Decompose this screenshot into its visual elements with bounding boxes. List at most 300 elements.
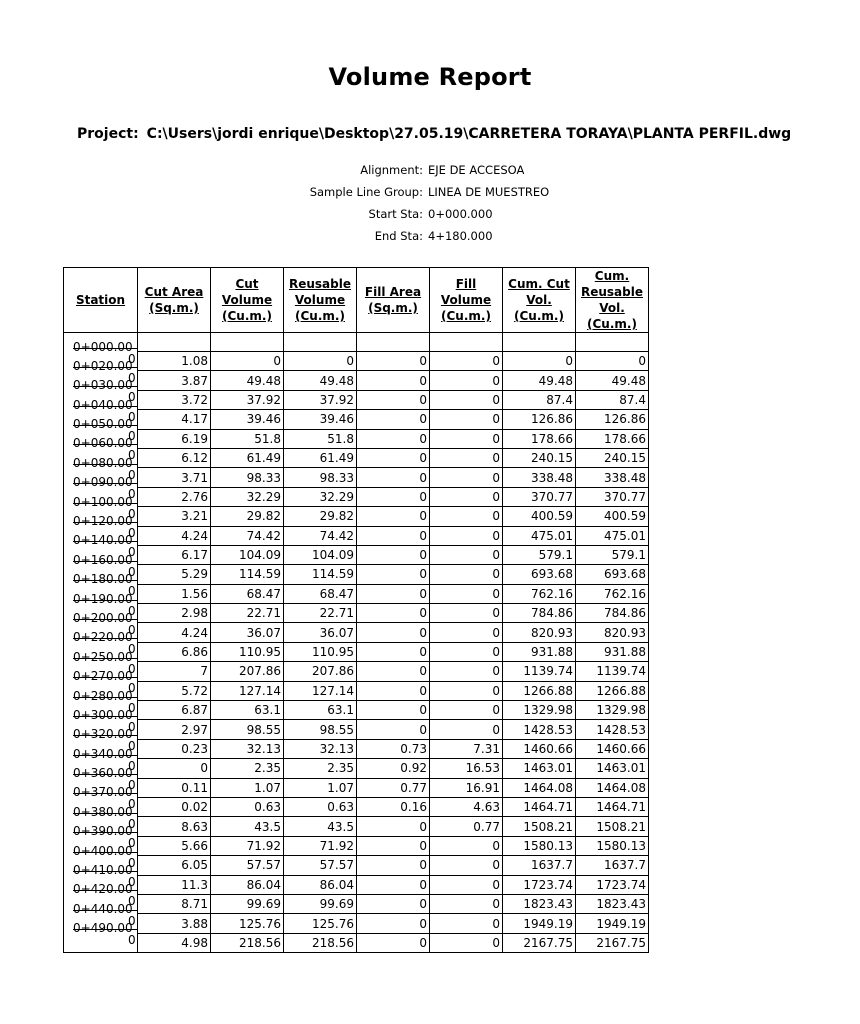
station-label: 0+390.00 bbox=[73, 824, 133, 839]
cut-area-cell: 0.02 bbox=[138, 797, 211, 816]
fill-area-cell: 0 bbox=[357, 662, 430, 681]
table-row bbox=[64, 565, 649, 584]
cut-volume-cell: 125.76 bbox=[211, 914, 284, 933]
fill-area-cell: 0 bbox=[357, 352, 430, 371]
cut-area-cell: 3.72 bbox=[138, 390, 211, 409]
cum-cut-vol-cell: 0 bbox=[503, 352, 576, 371]
report-title: Volume Report bbox=[328, 63, 532, 91]
alignment-label: Alignment: bbox=[360, 163, 423, 177]
cut-area-cell: 1.56 bbox=[138, 584, 211, 603]
station-label: 0+360.00 bbox=[73, 766, 133, 781]
cut-area-cell: 3.21 bbox=[138, 507, 211, 526]
fill-area-cell: 0 bbox=[357, 429, 430, 448]
table-spacer-row bbox=[64, 333, 649, 352]
sample-line-group-value: LINEA DE MUESTREO bbox=[428, 185, 550, 199]
station-suffix: 0 bbox=[128, 622, 136, 637]
cut-volume-cell: 39.46 bbox=[211, 410, 284, 429]
cum-cut-vol-cell: 1329.98 bbox=[503, 701, 576, 720]
table-row bbox=[64, 545, 649, 564]
cum-cut-vol-cell: 240.15 bbox=[503, 448, 576, 467]
cut-volume-cell: 68.47 bbox=[211, 584, 284, 603]
cut-volume-cell: 61.49 bbox=[211, 448, 284, 467]
station-label: 0+020.00 bbox=[73, 358, 133, 373]
fill-volume-cell: 0 bbox=[430, 584, 503, 603]
cut-volume-cell: 49.48 bbox=[211, 371, 284, 390]
reusable-volume-cell: 32.13 bbox=[284, 739, 357, 758]
table-row bbox=[64, 817, 649, 836]
cum-reusable-vol-cell: 1637.7 bbox=[576, 856, 649, 875]
fill-area-cell: 0 bbox=[357, 720, 430, 739]
station-suffix: 0 bbox=[128, 816, 136, 831]
cut-volume-cell: 32.13 bbox=[211, 739, 284, 758]
cum-cut-vol-cell: 1460.66 bbox=[503, 739, 576, 758]
cut-volume-cell: 98.55 bbox=[211, 720, 284, 739]
cum-reusable-vol-cell: 2167.75 bbox=[576, 933, 649, 952]
sample-line-group-row bbox=[0, 185, 768, 201]
cut-area-cell: 6.05 bbox=[138, 856, 211, 875]
station-suffix: 0 bbox=[128, 875, 136, 890]
cum-reusable-vol-cell: 762.16 bbox=[576, 584, 649, 603]
reusable-volume-cell: 43.5 bbox=[284, 817, 357, 836]
fill-volume-cell: 0 bbox=[430, 371, 503, 390]
cut-area-cell: 5.66 bbox=[138, 836, 211, 855]
fill-volume-cell: 0 bbox=[430, 623, 503, 642]
cut-area-cell: 6.12 bbox=[138, 448, 211, 467]
cut-volume-cell: 57.57 bbox=[211, 856, 284, 875]
cut-area-cell: 6.19 bbox=[138, 429, 211, 448]
table-row bbox=[64, 352, 649, 371]
station-suffix: 0 bbox=[128, 661, 136, 676]
station-suffix: 0 bbox=[128, 603, 136, 618]
table-row bbox=[64, 507, 649, 526]
station-suffix: 0 bbox=[128, 739, 136, 754]
fill-area-cell: 0 bbox=[357, 371, 430, 390]
station-label: 0+490.00 bbox=[73, 921, 133, 936]
station-suffix: 0 bbox=[128, 526, 136, 541]
header-station: Station bbox=[64, 268, 138, 333]
fill-volume-cell: 0 bbox=[430, 545, 503, 564]
station-suffix: 0 bbox=[128, 409, 136, 424]
fill-area-cell: 0.73 bbox=[357, 739, 430, 758]
table-row bbox=[64, 797, 649, 816]
cut-volume-cell: 207.86 bbox=[211, 662, 284, 681]
station-suffix: 0 bbox=[128, 487, 136, 502]
cum-reusable-vol-cell: 579.1 bbox=[576, 545, 649, 564]
cum-cut-vol-cell: 1464.08 bbox=[503, 778, 576, 797]
station-label: 0+040.00 bbox=[73, 397, 133, 412]
cum-cut-vol-cell: 1508.21 bbox=[503, 817, 576, 836]
cut-volume-cell: 29.82 bbox=[211, 507, 284, 526]
alignment-value: EJE DE ACCESOA bbox=[428, 163, 525, 177]
station-label: 0+180.00 bbox=[73, 572, 133, 587]
end-station-row bbox=[0, 229, 768, 245]
station-label: 0+080.00 bbox=[73, 455, 133, 470]
cut-volume-cell: 37.92 bbox=[211, 390, 284, 409]
cut-volume-cell: 127.14 bbox=[211, 681, 284, 700]
fill-area-cell: 0 bbox=[357, 875, 430, 894]
sample-line-group-label: Sample Line Group: bbox=[309, 185, 423, 199]
fill-area-cell: 0 bbox=[357, 933, 430, 952]
fill-area-cell: 0 bbox=[357, 836, 430, 855]
cum-cut-vol-cell: 370.77 bbox=[503, 487, 576, 506]
station-label: 0+280.00 bbox=[73, 688, 133, 703]
cum-reusable-vol-cell: 475.01 bbox=[576, 526, 649, 545]
reusable-volume-cell: 0 bbox=[284, 352, 357, 371]
header-fill-area: Fill Area (Sq.m.) bbox=[357, 268, 430, 333]
reusable-volume-cell: 1.07 bbox=[284, 778, 357, 797]
fill-area-cell: 0 bbox=[357, 701, 430, 720]
station-cell bbox=[64, 921, 138, 952]
table-row bbox=[64, 720, 649, 739]
cut-volume-cell: 0.63 bbox=[211, 797, 284, 816]
station-label: 0+220.00 bbox=[73, 630, 133, 645]
reusable-volume-cell: 125.76 bbox=[284, 914, 357, 933]
station-label: 0+440.00 bbox=[73, 901, 133, 916]
cut-area-cell: 4.98 bbox=[138, 933, 211, 952]
table-row bbox=[64, 390, 649, 409]
cut-volume-cell: 51.8 bbox=[211, 429, 284, 448]
cum-cut-vol-cell: 1139.74 bbox=[503, 662, 576, 681]
cut-volume-cell: 1.07 bbox=[211, 778, 284, 797]
station-suffix: 0 bbox=[128, 681, 136, 696]
cut-volume-cell: 86.04 bbox=[211, 875, 284, 894]
end-station-label: End Sta: bbox=[374, 229, 423, 243]
cut-area-cell: 0 bbox=[138, 759, 211, 778]
table-row bbox=[64, 739, 649, 758]
cut-area-cell: 8.63 bbox=[138, 817, 211, 836]
reusable-volume-cell: 29.82 bbox=[284, 507, 357, 526]
cut-volume-cell: 71.92 bbox=[211, 836, 284, 855]
cut-area-cell: 5.29 bbox=[138, 565, 211, 584]
fill-volume-cell: 16.53 bbox=[430, 759, 503, 778]
station-label: 0+140.00 bbox=[73, 533, 133, 548]
cum-cut-vol-cell: 475.01 bbox=[503, 526, 576, 545]
fill-area-cell: 0 bbox=[357, 507, 430, 526]
project-path: C:\Users\jordi enrique\Desktop\27.05.19\CARRETERA TORAYA\PLANTA PERFIL.dwg bbox=[146, 126, 792, 142]
reusable-volume-cell: 2.35 bbox=[284, 759, 357, 778]
cum-reusable-vol-cell: 126.86 bbox=[576, 410, 649, 429]
cut-area-cell: 3.87 bbox=[138, 371, 211, 390]
station-suffix: 0 bbox=[128, 797, 136, 812]
fill-volume-cell: 0 bbox=[430, 507, 503, 526]
fill-area-cell: 0 bbox=[357, 856, 430, 875]
station-label: 0+410.00 bbox=[73, 863, 133, 878]
fill-area-cell: 0 bbox=[357, 545, 430, 564]
cum-reusable-vol-cell: 338.48 bbox=[576, 468, 649, 487]
table-row bbox=[64, 604, 649, 623]
cum-cut-vol-cell: 1949.19 bbox=[503, 914, 576, 933]
cum-reusable-vol-cell: 1464.08 bbox=[576, 778, 649, 797]
station-label: 0+380.00 bbox=[73, 804, 133, 819]
station-suffix: 0 bbox=[128, 933, 136, 948]
table-row bbox=[64, 759, 649, 778]
fill-volume-cell: 0 bbox=[430, 875, 503, 894]
header-cut-volume: Cut Volume (Cu.m.) bbox=[211, 268, 284, 333]
station-suffix: 0 bbox=[128, 448, 136, 463]
cut-area-cell: 2.97 bbox=[138, 720, 211, 739]
table-row bbox=[64, 429, 649, 448]
cum-cut-vol-cell: 338.48 bbox=[503, 468, 576, 487]
cum-reusable-vol-cell: 49.48 bbox=[576, 371, 649, 390]
cut-area-cell: 4.24 bbox=[138, 526, 211, 545]
cut-volume-cell: 98.33 bbox=[211, 468, 284, 487]
fill-volume-cell: 0 bbox=[430, 701, 503, 720]
cum-cut-vol-cell: 762.16 bbox=[503, 584, 576, 603]
fill-area-cell: 0 bbox=[357, 487, 430, 506]
start-station-row bbox=[0, 207, 768, 223]
station-suffix: 0 bbox=[128, 642, 136, 657]
cut-area-cell: 6.86 bbox=[138, 642, 211, 661]
station-label: 0+120.00 bbox=[73, 514, 133, 529]
table-row bbox=[64, 487, 649, 506]
reusable-volume-cell: 32.29 bbox=[284, 487, 357, 506]
fill-volume-cell: 0 bbox=[430, 410, 503, 429]
reusable-volume-cell: 127.14 bbox=[284, 681, 357, 700]
fill-area-cell: 0 bbox=[357, 642, 430, 661]
fill-volume-cell: 0 bbox=[430, 933, 503, 952]
fill-area-cell: 0.92 bbox=[357, 759, 430, 778]
station-label: 0+050.00 bbox=[73, 417, 133, 432]
reusable-volume-cell: 49.48 bbox=[284, 371, 357, 390]
station-suffix: 0 bbox=[128, 758, 136, 773]
reusable-volume-cell: 71.92 bbox=[284, 836, 357, 855]
reusable-volume-cell: 37.92 bbox=[284, 390, 357, 409]
cum-reusable-vol-cell: 178.66 bbox=[576, 429, 649, 448]
cut-volume-cell: 36.07 bbox=[211, 623, 284, 642]
table-header-row bbox=[64, 268, 649, 333]
station-suffix: 0 bbox=[128, 390, 136, 405]
cut-area-cell: 3.88 bbox=[138, 914, 211, 933]
table-row bbox=[64, 701, 649, 720]
fill-area-cell: 0 bbox=[357, 817, 430, 836]
fill-area-cell: 0 bbox=[357, 894, 430, 913]
cum-cut-vol-cell: 579.1 bbox=[503, 545, 576, 564]
cum-cut-vol-cell: 820.93 bbox=[503, 623, 576, 642]
cum-reusable-vol-cell: 693.68 bbox=[576, 565, 649, 584]
station-suffix: 0 bbox=[128, 836, 136, 851]
cut-area-cell: 4.24 bbox=[138, 623, 211, 642]
cum-cut-vol-cell: 1463.01 bbox=[503, 759, 576, 778]
station-label: 0+420.00 bbox=[73, 882, 133, 897]
table-row bbox=[64, 371, 649, 390]
reusable-volume-cell: 104.09 bbox=[284, 545, 357, 564]
cut-volume-cell: 2.35 bbox=[211, 759, 284, 778]
reusable-volume-cell: 68.47 bbox=[284, 584, 357, 603]
fill-volume-cell: 0 bbox=[430, 526, 503, 545]
cum-reusable-vol-cell: 370.77 bbox=[576, 487, 649, 506]
cum-cut-vol-cell: 87.4 bbox=[503, 390, 576, 409]
table-row bbox=[64, 894, 649, 913]
station-label: 0+200.00 bbox=[73, 610, 133, 625]
fill-area-cell: 0 bbox=[357, 623, 430, 642]
reusable-volume-cell: 98.33 bbox=[284, 468, 357, 487]
fill-area-cell: 0 bbox=[357, 410, 430, 429]
fill-volume-cell: 0 bbox=[430, 681, 503, 700]
cum-reusable-vol-cell: 1460.66 bbox=[576, 739, 649, 758]
station-label: 0+190.00 bbox=[73, 591, 133, 606]
reusable-volume-cell: 110.95 bbox=[284, 642, 357, 661]
fill-volume-cell: 0 bbox=[430, 720, 503, 739]
cut-volume-cell: 0 bbox=[211, 352, 284, 371]
cum-reusable-vol-cell: 1823.43 bbox=[576, 894, 649, 913]
cut-volume-cell: 104.09 bbox=[211, 545, 284, 564]
reusable-volume-cell: 99.69 bbox=[284, 894, 357, 913]
fill-area-cell: 0.16 bbox=[357, 797, 430, 816]
reusable-volume-cell: 207.86 bbox=[284, 662, 357, 681]
cut-volume-cell: 32.29 bbox=[211, 487, 284, 506]
cut-volume-cell: 99.69 bbox=[211, 894, 284, 913]
table-row bbox=[64, 914, 649, 933]
cum-reusable-vol-cell: 400.59 bbox=[576, 507, 649, 526]
fill-volume-cell: 0 bbox=[430, 448, 503, 467]
cum-cut-vol-cell: 693.68 bbox=[503, 565, 576, 584]
station-label: 0+250.00 bbox=[73, 649, 133, 664]
table-row bbox=[64, 856, 649, 875]
fill-volume-cell: 0 bbox=[430, 352, 503, 371]
cut-area-cell: 3.71 bbox=[138, 468, 211, 487]
reusable-volume-cell: 63.1 bbox=[284, 701, 357, 720]
fill-volume-cell: 0 bbox=[430, 468, 503, 487]
cut-area-cell: 5.72 bbox=[138, 681, 211, 700]
cum-reusable-vol-cell: 1949.19 bbox=[576, 914, 649, 933]
table-row bbox=[64, 681, 649, 700]
cum-cut-vol-cell: 1723.74 bbox=[503, 875, 576, 894]
fill-volume-cell: 0 bbox=[430, 604, 503, 623]
fill-volume-cell: 0 bbox=[430, 856, 503, 875]
cum-cut-vol-cell: 126.86 bbox=[503, 410, 576, 429]
table-row bbox=[64, 584, 649, 603]
fill-area-cell: 0 bbox=[357, 584, 430, 603]
header-fill-volume: Fill Volume (Cu.m.) bbox=[430, 268, 503, 333]
fill-area-cell: 0 bbox=[357, 448, 430, 467]
cut-area-cell: 2.98 bbox=[138, 604, 211, 623]
fill-area-cell: 0 bbox=[357, 390, 430, 409]
reusable-volume-cell: 57.57 bbox=[284, 856, 357, 875]
reusable-volume-cell: 0.63 bbox=[284, 797, 357, 816]
cum-reusable-vol-cell: 240.15 bbox=[576, 448, 649, 467]
station-label: 0+270.00 bbox=[73, 669, 133, 684]
cut-area-cell: 11.3 bbox=[138, 875, 211, 894]
start-station-label: Start Sta: bbox=[368, 207, 423, 221]
table-row bbox=[64, 875, 649, 894]
station-suffix: 0 bbox=[128, 545, 136, 560]
reusable-volume-cell: 36.07 bbox=[284, 623, 357, 642]
cum-cut-vol-cell: 784.86 bbox=[503, 604, 576, 623]
cum-cut-vol-cell: 1637.7 bbox=[503, 856, 576, 875]
cut-volume-cell: 63.1 bbox=[211, 701, 284, 720]
header-cum-cut-vol: Cum. Cut Vol. (Cu.m.) bbox=[503, 268, 576, 333]
cum-reusable-vol-cell: 1723.74 bbox=[576, 875, 649, 894]
cut-area-cell: 0.11 bbox=[138, 778, 211, 797]
station-label: 0+090.00 bbox=[73, 475, 133, 490]
fill-volume-cell: 0 bbox=[430, 836, 503, 855]
fill-volume-cell: 0 bbox=[430, 565, 503, 584]
cum-cut-vol-cell: 1428.53 bbox=[503, 720, 576, 739]
cum-reusable-vol-cell: 820.93 bbox=[576, 623, 649, 642]
header-cut-area: Cut Area (Sq.m.) bbox=[138, 268, 211, 333]
fill-area-cell: 0 bbox=[357, 468, 430, 487]
project-line bbox=[77, 126, 792, 142]
station-suffix: 0 bbox=[128, 506, 136, 521]
cum-reusable-vol-cell: 1580.13 bbox=[576, 836, 649, 855]
cum-cut-vol-cell: 931.88 bbox=[503, 642, 576, 661]
station-suffix: 0 bbox=[128, 700, 136, 715]
reusable-volume-cell: 98.55 bbox=[284, 720, 357, 739]
cut-volume-cell: 74.42 bbox=[211, 526, 284, 545]
station-label: 0+160.00 bbox=[73, 552, 133, 567]
fill-volume-cell: 7.31 bbox=[430, 739, 503, 758]
reusable-volume-cell: 74.42 bbox=[284, 526, 357, 545]
cum-cut-vol-cell: 400.59 bbox=[503, 507, 576, 526]
fill-volume-cell: 0 bbox=[430, 390, 503, 409]
fill-volume-cell: 0 bbox=[430, 894, 503, 913]
cum-reusable-vol-cell: 87.4 bbox=[576, 390, 649, 409]
project-label: Project: bbox=[77, 126, 139, 142]
reusable-volume-cell: 22.71 bbox=[284, 604, 357, 623]
cum-cut-vol-cell: 178.66 bbox=[503, 429, 576, 448]
reusable-volume-cell: 218.56 bbox=[284, 933, 357, 952]
cum-cut-vol-cell: 1266.88 bbox=[503, 681, 576, 700]
cum-reusable-vol-cell: 1464.71 bbox=[576, 797, 649, 816]
volume-table bbox=[63, 267, 649, 953]
cum-reusable-vol-cell: 1428.53 bbox=[576, 720, 649, 739]
station-suffix: 0 bbox=[128, 719, 136, 734]
station-label: 0+320.00 bbox=[73, 727, 133, 742]
table-row bbox=[64, 448, 649, 467]
fill-area-cell: 0.77 bbox=[357, 778, 430, 797]
fill-area-cell: 0 bbox=[357, 914, 430, 933]
reusable-volume-cell: 114.59 bbox=[284, 565, 357, 584]
station-label: 0+300.00 bbox=[73, 707, 133, 722]
header-cum-reusable-vol: Cum. Reusable Vol. (Cu.m.) bbox=[576, 268, 649, 333]
table-row bbox=[64, 526, 649, 545]
cum-cut-vol-cell: 1580.13 bbox=[503, 836, 576, 855]
table-row bbox=[64, 933, 649, 952]
table-row bbox=[64, 662, 649, 681]
reusable-volume-cell: 61.49 bbox=[284, 448, 357, 467]
station-label: 0+370.00 bbox=[73, 785, 133, 800]
fill-area-cell: 0 bbox=[357, 604, 430, 623]
cum-reusable-vol-cell: 1139.74 bbox=[576, 662, 649, 681]
table-row bbox=[64, 623, 649, 642]
cum-reusable-vol-cell: 931.88 bbox=[576, 642, 649, 661]
station-label: 0+400.00 bbox=[73, 843, 133, 858]
cum-reusable-vol-cell: 784.86 bbox=[576, 604, 649, 623]
cum-reusable-vol-cell: 1266.88 bbox=[576, 681, 649, 700]
cut-area-cell: 1.08 bbox=[138, 352, 211, 371]
station-suffix: 0 bbox=[128, 855, 136, 870]
station-label: 0+030.00 bbox=[73, 378, 133, 393]
station-suffix: 0 bbox=[128, 467, 136, 482]
table-row bbox=[64, 778, 649, 797]
station-label: 0+340.00 bbox=[73, 746, 133, 761]
fill-volume-cell: 0 bbox=[430, 662, 503, 681]
reusable-volume-cell: 86.04 bbox=[284, 875, 357, 894]
alignment-row bbox=[0, 163, 768, 179]
cut-volume-cell: 114.59 bbox=[211, 565, 284, 584]
station-suffix: 0 bbox=[128, 894, 136, 909]
cum-reusable-vol-cell: 0 bbox=[576, 352, 649, 371]
table-row bbox=[64, 468, 649, 487]
cut-area-cell: 6.17 bbox=[138, 545, 211, 564]
table-row bbox=[64, 642, 649, 661]
fill-volume-cell: 16.91 bbox=[430, 778, 503, 797]
end-station-value: 4+180.000 bbox=[428, 229, 493, 243]
fill-volume-cell: 0 bbox=[430, 914, 503, 933]
cut-volume-cell: 22.71 bbox=[211, 604, 284, 623]
reusable-volume-cell: 51.8 bbox=[284, 429, 357, 448]
table-row bbox=[64, 410, 649, 429]
